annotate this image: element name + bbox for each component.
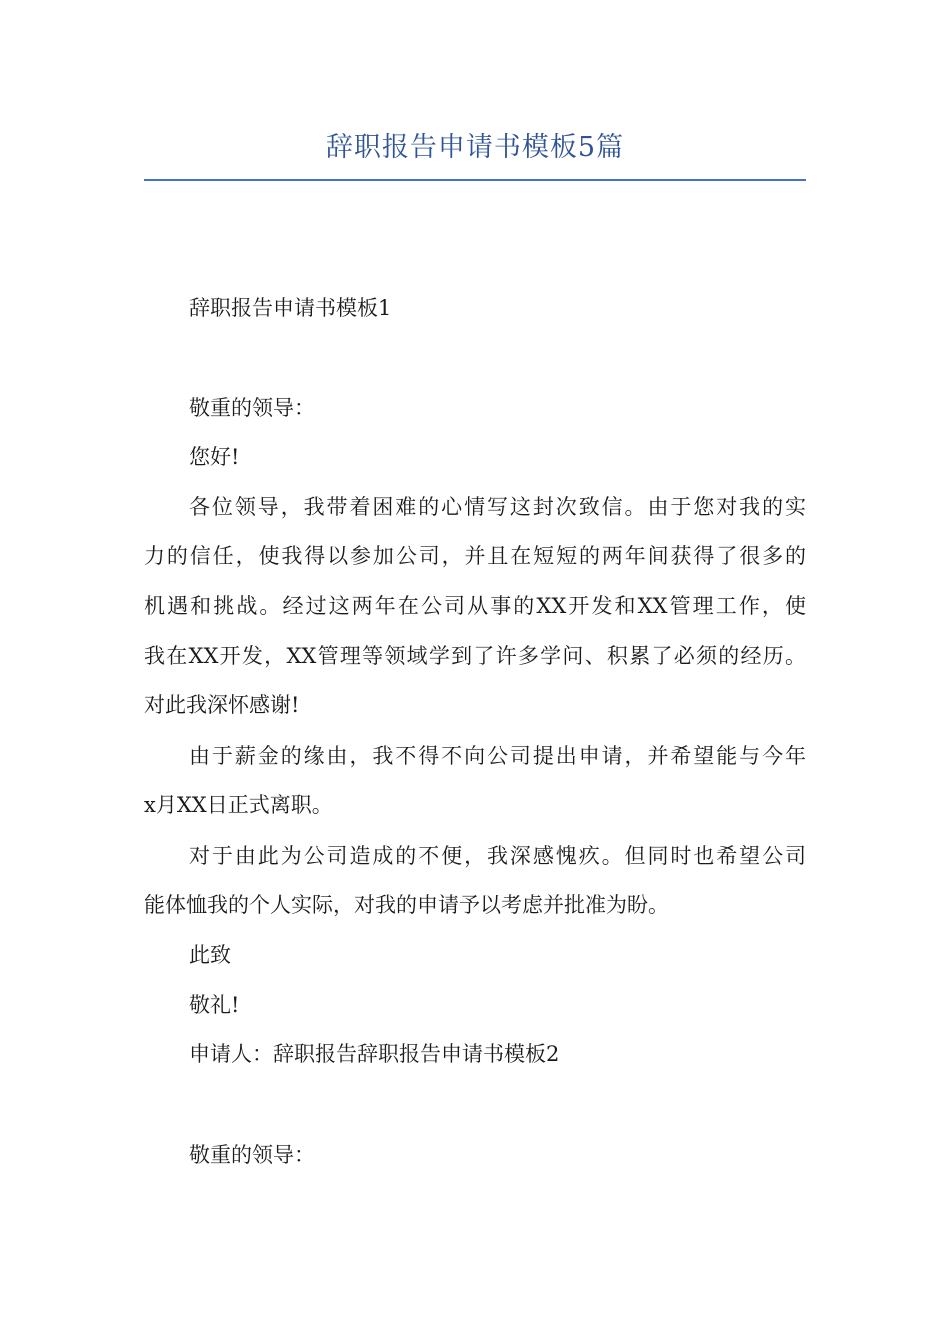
paragraph-1-line-5: 对此我深怀感谢! — [144, 693, 300, 717]
paragraph-3-line-1: 对于由此为公司造成的不便，我深感愧疚。但同时也希望公司 — [189, 844, 806, 868]
paragraph-1-line-1: 各位领导，我带着困难的心情写这封次致信。由于您对我的实 — [189, 495, 806, 519]
page-title: 辞职报告申请书模板5篇 — [325, 132, 625, 163]
paragraph-2-line-2: x月XX日正式离职。 — [144, 793, 333, 817]
closing-ci-zhi: 此致 — [189, 943, 231, 967]
applicant-line: 申请人：辞职报告辞职报告申请书模板2 — [189, 1042, 560, 1066]
paragraph-1-line-2: 力的信任，使我得以参加公司，并且在短短的两年间获得了很多的 — [144, 544, 806, 568]
paragraph-2-line-1: 由于薪金的缘由，我不得不向公司提出申请，并希望能与今年 — [189, 744, 806, 768]
salutation: 敬重的领导： — [189, 396, 315, 420]
paragraph-1-line-4: 我在XX开发，XX管理等领域学到了许多学问、积累了必须的经历。 — [144, 644, 806, 668]
section-heading-1: 辞职报告申请书模板1 — [189, 296, 392, 320]
paragraph-1-line-3: 机遇和挑战。经过这两年在公司从事的XX开发和XX管理工作，使 — [144, 594, 806, 618]
title-divider — [144, 179, 806, 181]
paragraph-3-line-2: 能体恤我的个人实际，对我的申请予以考虑并批准为盼。 — [144, 893, 669, 917]
salutation-2: 敬重的领导： — [189, 1143, 315, 1167]
closing-jing-li: 敬礼! — [189, 993, 240, 1017]
greeting: 您好! — [189, 445, 240, 469]
